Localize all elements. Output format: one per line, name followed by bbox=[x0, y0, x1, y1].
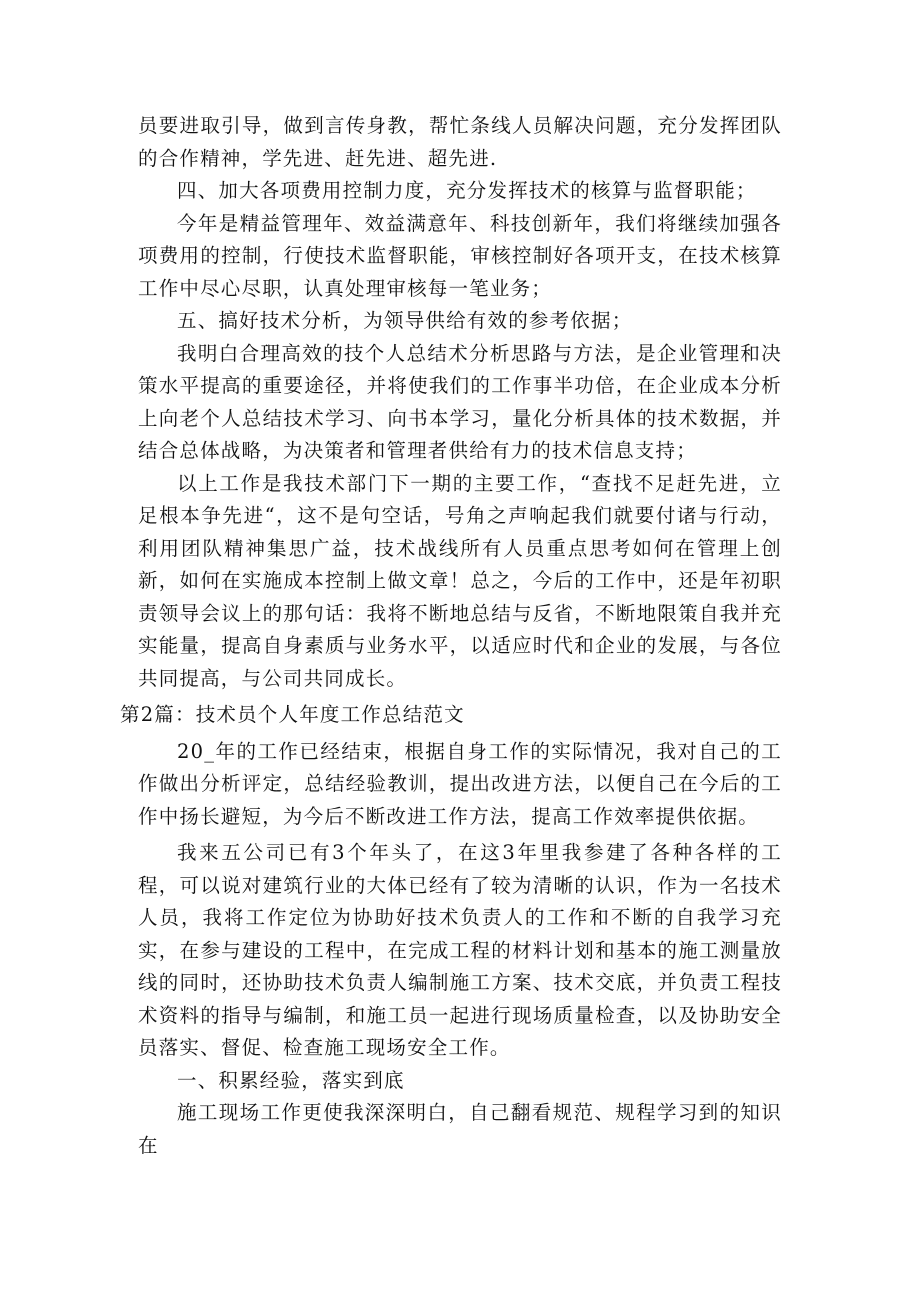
section-heading-one: 一、积累经验，落实到底 bbox=[177, 1068, 405, 1092]
body-paragraph: 我明白合理高效的技个人总结术分析思路与方法，是企业管理和决策水平提高的重要途径，并将使我们的工作事半功倍，在企业成本分析上向老个人总结技术学习、向书本学习，量化分析具体的技术数据，并结合总体战略，为决策者和管理者供给有力的技术信息支持； bbox=[138, 341, 782, 462]
section-heading-four: 四、加大各项费用控制力度，充分发挥技术的核算与监督职能； bbox=[177, 179, 757, 202]
body-paragraph: 以上工作是我技术部门下一期的主要工作，“查找不足赶先进，立足根本争先进“，这不是句空话，号角之声响起我们就要付诸与行动，利用团队精神集思广益，技术战线所有人员重点思考如何在管理上创新，如何在实施成本控制上做文章！总之，今后的工作中，还是年初职责领导会议上的那句话：我将不断地总结与反省，不断地限策自我并充实能量，提高自身素质与业务水平，以适应时代和企业的发展，与各位共同提高，与公司共同成长。 bbox=[138, 471, 782, 690]
body-paragraph: 员要进取引导，做到言传身教，帮忙条线人员解决问题，充分发挥团队的合作精神，学先进、赶先进、超先进. bbox=[138, 114, 782, 170]
body-paragraph: 我来五公司已有3个年头了，在这3年里我参建了各种各样的工程，可以说对建筑行业的大体已经有了较为清晰的认识，作为一名技术人员，我将工作定位为协助好技术负责人的工作和不断的自我学习充实，在参与建设的工程中，在完成工程的材料计划和基本的施工测量放线的同时，还协助技术负责人编制施工方案、技术交底，并负责工程技术资料的指导与编制，和施工员一起进行现场质量检查，以及协助安全员落实、督促、检查施工现场安全工作。 bbox=[138, 841, 782, 1059]
body-paragraph: 今年是精益管理年、效益满意年、科技创新年，我们将继续加强各项费用的控制，行使技术监督职能，审核控制好各项开支，在技术核算工作中尽心尽职，认真处理审核每一笔业务； bbox=[138, 211, 782, 300]
body-paragraph: 施工现场工作更使我深深明白，自己翻看规范、规程学习到的知识在 bbox=[138, 1101, 782, 1157]
body-paragraph: 20_年的工作已经结束，根据自身工作的实际情况，我对自己的工作做出分析评定，总结经验教训，提出改进方法，以便自己在今后的工作中扬长避短，为今后不断改进工作方法，提高工作效率提供依据。 bbox=[138, 739, 782, 828]
section-heading-five: 五、搞好技术分析，为领导供给有效的参考依据； bbox=[177, 309, 633, 332]
article-title: 第2篇：技术员个人年度工作总结范文 bbox=[120, 703, 465, 726]
